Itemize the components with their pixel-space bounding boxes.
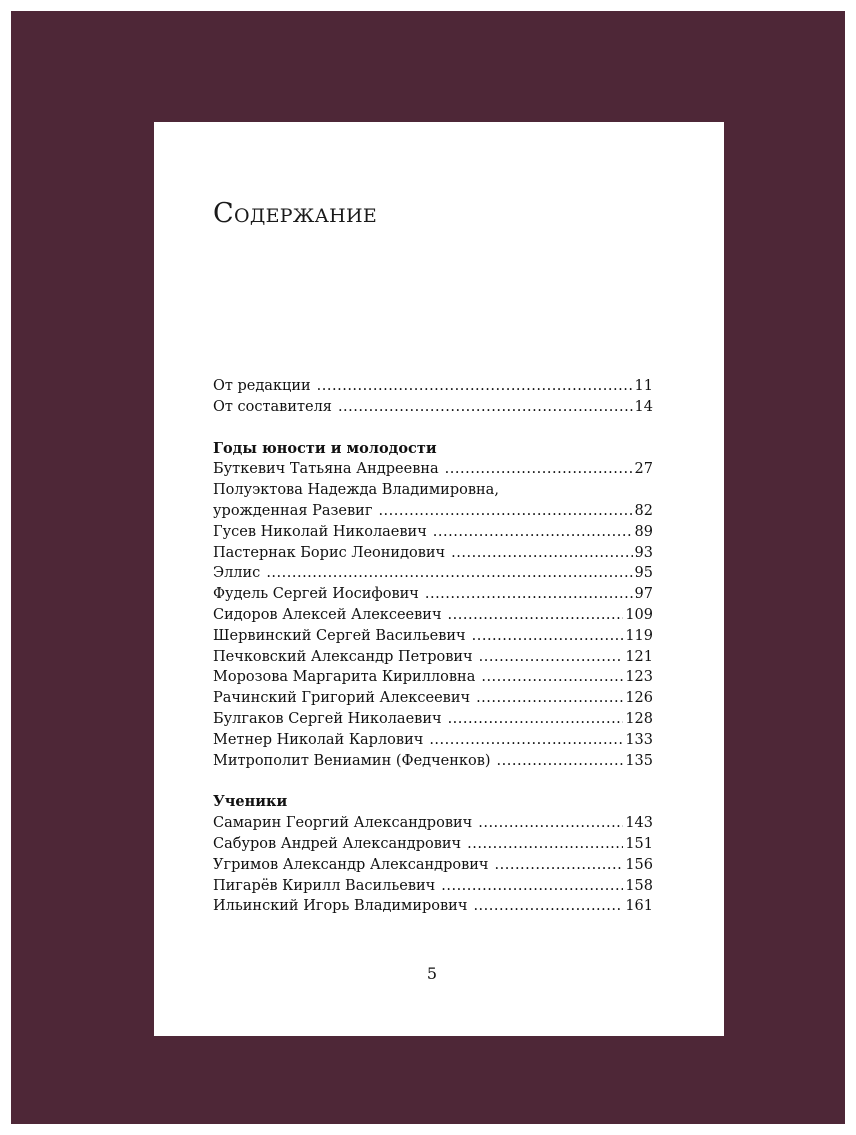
toc-entry[interactable] (213, 522, 653, 543)
toc-entry[interactable] (213, 501, 653, 522)
toc-entry-title-line: Полуэктова Надежда Владимировна, (213, 482, 499, 499)
toc-entry-title: Печковский Александр Петрович (213, 648, 473, 665)
toc-entry-title: урожденная Разевиг (213, 502, 373, 519)
section-heading: Ученики (213, 793, 288, 811)
toc-entry-page: 95 (634, 565, 653, 582)
toc-entry-page: 161 (625, 898, 653, 915)
toc-entry[interactable] (213, 397, 653, 418)
toc-entry-page: 121 (625, 648, 653, 665)
toc-entry-title: От составителя (213, 398, 332, 415)
toc-entry-page: 93 (634, 544, 653, 561)
toc-entry-title: Гусев Николай Николаевич (213, 523, 427, 540)
toc-entry-page: 128 (625, 710, 653, 727)
toc-entry-page: 151 (625, 835, 653, 852)
book-page (154, 122, 724, 1036)
toc-entry-title: Угримов Александр Александрович (213, 856, 489, 873)
toc-entry[interactable] (213, 563, 653, 584)
toc-entry-title: Метнер Николай Карлович (213, 731, 424, 748)
toc-entry-title: Сабуров Андрей Александрович (213, 835, 462, 852)
toc-entry-page: 156 (625, 856, 653, 873)
toc-entry[interactable] (213, 647, 653, 668)
toc-entry[interactable] (213, 626, 653, 647)
toc-entry[interactable] (213, 896, 653, 917)
toc-entry-page: 123 (625, 669, 653, 686)
toc-entry[interactable] (213, 376, 653, 397)
toc-entry-page: 109 (625, 606, 653, 623)
toc-entry-page: 158 (625, 877, 653, 894)
toc-entry-page: 11 (634, 378, 653, 394)
toc-entry-title: Митрополит Вениамин (Федченков) (213, 752, 491, 769)
toc-entry-page: 143 (625, 815, 653, 832)
toc-entry-page: 82 (634, 502, 653, 519)
toc-entry[interactable] (213, 543, 653, 564)
toc-entry-title: Пигарёв Кирилл Васильевич (213, 877, 436, 894)
page-title: Содержание (213, 198, 378, 229)
toc-entry-page: 89 (634, 523, 653, 540)
toc-entry-title: Ильинский Игорь Владимирович (213, 898, 468, 915)
toc-entry-title: Пастернак Борис Леонидович (213, 544, 446, 561)
toc-entry[interactable] (213, 459, 653, 480)
toc-entry[interactable] (213, 751, 653, 772)
toc-entry[interactable] (213, 876, 653, 897)
page-number: 5 (426, 964, 438, 983)
toc-entry-title: Рачинский Григорий Алексеевич (213, 690, 471, 707)
toc-entry-title: От редакции (213, 378, 311, 394)
toc-entry-title: Эллис (213, 565, 261, 582)
toc-entry-title: Фудель Сергей Иосифович (213, 586, 419, 603)
toc-entry[interactable] (213, 813, 653, 834)
page-frame (11, 11, 845, 1124)
toc-entry-page: 14 (634, 398, 653, 415)
toc-entry[interactable] (213, 709, 653, 730)
table-of-contents (213, 376, 653, 917)
toc-entry[interactable] (213, 688, 653, 709)
toc-entry-page: 135 (625, 752, 653, 769)
toc-entry-page: 97 (634, 586, 653, 603)
toc-entry-title: Буткевич Татьяна Андреевна (213, 461, 439, 478)
toc-entry-page: 133 (625, 731, 653, 748)
toc-entry-title: Морозова Маргарита Кирилловна (213, 669, 476, 686)
section-heading: Годы юности и молодости (213, 439, 437, 457)
toc-entry-page: 27 (634, 461, 653, 478)
toc-entry-title: Сидоров Алексей Алексеевич (213, 606, 442, 623)
toc-entry-title: Самарин Георгий Александрович (213, 815, 473, 832)
toc-entry[interactable] (213, 855, 653, 876)
toc-entry[interactable] (213, 730, 653, 751)
toc-entry[interactable] (213, 584, 653, 605)
toc-entry-page: 119 (625, 627, 653, 644)
toc-entry-title: Шервинский Сергей Васильевич (213, 627, 466, 644)
toc-entry[interactable] (213, 605, 653, 626)
toc-entry[interactable] (213, 667, 653, 688)
toc-entry-page: 126 (625, 690, 653, 707)
toc-entry-title: Булгаков Сергей Николаевич (213, 710, 442, 727)
toc-entry[interactable] (213, 834, 653, 855)
